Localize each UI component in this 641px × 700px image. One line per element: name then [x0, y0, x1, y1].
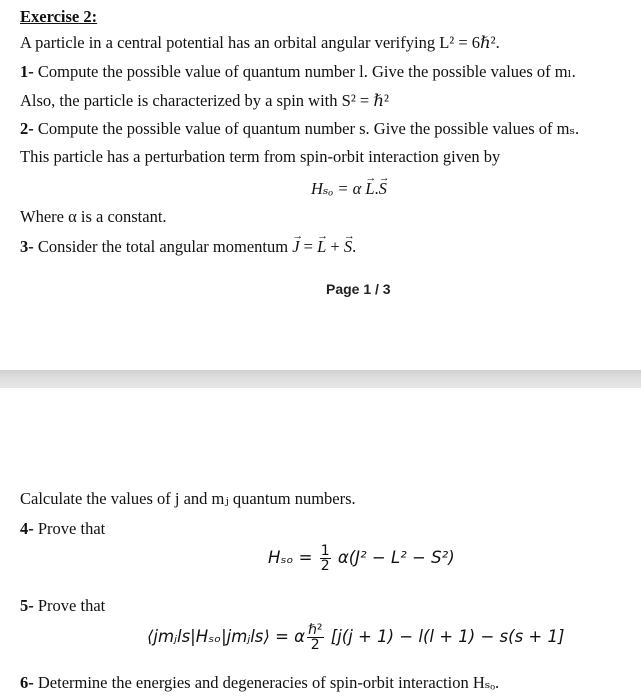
question-5-text: Prove that	[33, 596, 106, 615]
fraction-numerator: 1	[320, 543, 330, 559]
equation-4-rhs: α(J² − L² − S²)	[332, 548, 455, 567]
exercise-title: Exercise 2:	[20, 7, 98, 26]
question-3-text: Consider the total angular momentum	[33, 237, 293, 256]
fraction-denominator: 2	[310, 637, 320, 653]
calculate-statement: Calculate the values of j and mⱼ quantum numbers.	[20, 489, 356, 508]
vector-J: → J	[292, 236, 299, 258]
vector-L: → L	[365, 178, 374, 200]
question-1-label: 1-	[20, 62, 34, 81]
question-5-label: 5-	[20, 596, 34, 615]
question-2-label: 2-	[20, 119, 34, 138]
spin-statement: Also, the particle is characterized by a spin with S² = ℏ²	[20, 91, 389, 110]
question-6	[20, 672, 499, 694]
equation-4-lhs: Hₛₒ =	[268, 548, 318, 567]
question-1	[20, 61, 576, 83]
document-page-2	[0, 388, 641, 700]
equation-lhs: Hₛₒ = α	[311, 179, 366, 198]
vector-L: → L	[317, 236, 326, 258]
question-1-text: Compute the possible value of quantum number l. Give the possible values of mₗ.	[33, 62, 576, 81]
question-4	[20, 518, 105, 540]
fraction-numerator: ℏ²	[308, 622, 323, 638]
question-6-label: 6-	[20, 673, 34, 692]
page-number: Page 1 / 3	[326, 281, 391, 297]
period: .	[352, 237, 357, 256]
question-6-text: Determine the energies and degeneracies of spin-orbit interaction Hₛₒ.	[33, 673, 500, 692]
equation-4	[268, 544, 455, 573]
page-separator	[0, 370, 641, 388]
vector-S: → S	[379, 178, 387, 200]
vector-S: → S	[344, 236, 352, 258]
perturbation-statement: This particle has a perturbation term from spin-orbit interaction given by	[20, 147, 501, 166]
equation-5-rhs: [j(j + 1) − l(l + 1) − s(s + 1]	[325, 627, 565, 646]
question-5	[20, 595, 105, 617]
question-2-text: Compute the possible value of quantum number s. Give the possible values of mₛ.	[33, 119, 580, 138]
equation-5-lhs: ⟨jmⱼls|Hₛₒ|jmⱼls⟩ = α	[147, 627, 306, 646]
question-3-label: 3-	[20, 237, 34, 256]
spin-orbit-equation	[311, 178, 387, 200]
dot-operator: .	[374, 179, 379, 198]
fraction-one-half	[320, 544, 331, 573]
fraction-denominator: 2	[320, 558, 330, 574]
plus-sign: +	[326, 237, 344, 256]
question-4-text: Prove that	[33, 519, 106, 538]
question-3	[20, 236, 356, 258]
equation-5	[147, 623, 564, 652]
intro-paragraph: A particle in a central potential has an orbital angular verifying L² = 6ℏ².	[20, 33, 500, 52]
question-2	[20, 118, 579, 140]
equals-sign: =	[299, 237, 318, 256]
fraction-hbar-squared-over-two	[307, 623, 324, 652]
constant-statement: Where α is a constant.	[20, 207, 167, 226]
question-4-label: 4-	[20, 519, 34, 538]
